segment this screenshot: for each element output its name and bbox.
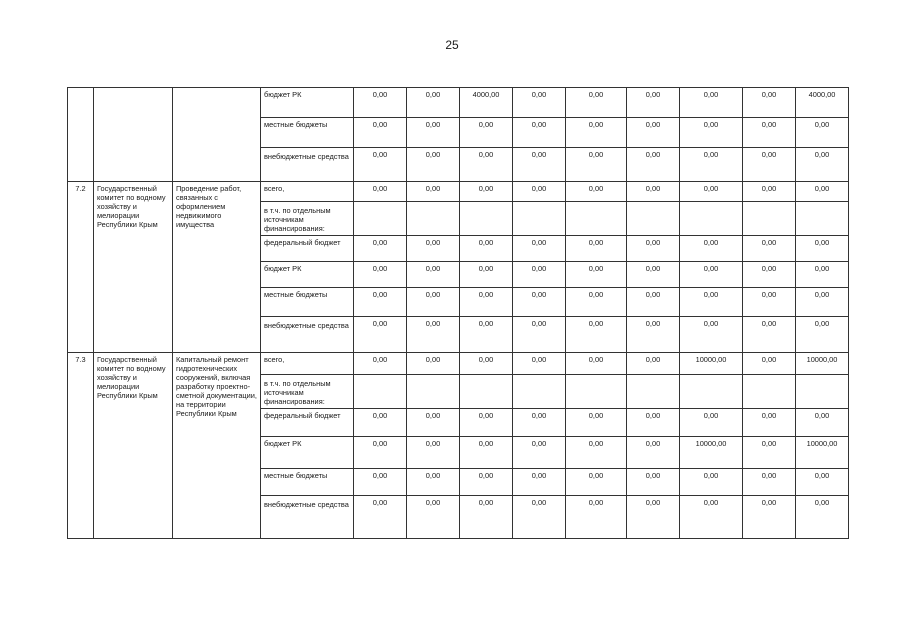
funding-value: 0,00 — [627, 88, 680, 118]
funding-value: 0,00 — [743, 236, 796, 262]
funding-value: 0,00 — [354, 288, 407, 317]
funding-value — [513, 202, 566, 236]
funding-value: 0,00 — [743, 496, 796, 539]
funding-value: 0,00 — [796, 409, 849, 437]
funding-value: 0,00 — [354, 353, 407, 375]
funding-value: 0,00 — [680, 496, 743, 539]
funding-source: всего, — [261, 353, 354, 375]
funding-value: 0,00 — [407, 353, 460, 375]
row-number — [68, 88, 94, 182]
funding-value: 0,00 — [566, 236, 627, 262]
funding-value: 0,00 — [743, 317, 796, 353]
funding-value: 0,00 — [460, 182, 513, 202]
funding-value: 0,00 — [513, 409, 566, 437]
funding-value: 0,00 — [627, 409, 680, 437]
funding-value: 0,00 — [407, 469, 460, 496]
funding-source: бюджет РК — [261, 262, 354, 288]
activity-name: Проведение работ, связанных с оформлением недвижимого имущества — [173, 182, 261, 353]
activity-name — [173, 88, 261, 182]
funding-value: 0,00 — [680, 88, 743, 118]
responsible-executor — [94, 88, 173, 182]
funding-value: 0,00 — [627, 262, 680, 288]
funding-value — [680, 202, 743, 236]
funding-value: 0,00 — [460, 469, 513, 496]
funding-value — [627, 202, 680, 236]
funding-value: 10000,00 — [680, 437, 743, 469]
funding-value: 0,00 — [513, 262, 566, 288]
funding-value: 0,00 — [796, 496, 849, 539]
funding-value: 4000,00 — [460, 88, 513, 118]
table-row — [68, 88, 849, 118]
table-row — [68, 182, 849, 202]
funding-value: 0,00 — [460, 118, 513, 148]
funding-value: 0,00 — [627, 118, 680, 148]
funding-value: 0,00 — [796, 469, 849, 496]
funding-value: 0,00 — [513, 236, 566, 262]
funding-value — [743, 375, 796, 409]
funding-source: всего, — [261, 182, 354, 202]
funding-value: 0,00 — [513, 288, 566, 317]
funding-value: 0,00 — [680, 317, 743, 353]
funding-value — [513, 375, 566, 409]
funding-value: 0,00 — [627, 469, 680, 496]
funding-value: 0,00 — [680, 262, 743, 288]
funding-value: 0,00 — [796, 317, 849, 353]
funding-value — [566, 202, 627, 236]
funding-value: 0,00 — [513, 469, 566, 496]
funding-value: 0,00 — [407, 262, 460, 288]
funding-value: 0,00 — [566, 496, 627, 539]
funding-value: 0,00 — [680, 469, 743, 496]
funding-source: федеральный бюджет — [261, 409, 354, 437]
funding-value: 0,00 — [566, 182, 627, 202]
funding-source: бюджет РК — [261, 88, 354, 118]
funding-value: 0,00 — [566, 469, 627, 496]
funding-value: 0,00 — [513, 496, 566, 539]
funding-value: 0,00 — [796, 118, 849, 148]
funding-source: внебюджетные средства — [261, 317, 354, 353]
funding-value: 0,00 — [513, 148, 566, 182]
funding-value: 0,00 — [354, 409, 407, 437]
funding-value: 4000,00 — [796, 88, 849, 118]
activity-name: Капитальный ремонт гидротехнических сооружений, включая разработку проектно-сметной документации, на территории Республики Крым — [173, 353, 261, 539]
funding-value: 0,00 — [627, 353, 680, 375]
funding-value: 0,00 — [354, 182, 407, 202]
funding-value: 0,00 — [513, 118, 566, 148]
funding-value: 0,00 — [407, 118, 460, 148]
funding-value: 0,00 — [743, 409, 796, 437]
funding-value: 0,00 — [407, 317, 460, 353]
funding-value: 0,00 — [627, 182, 680, 202]
funding-value — [460, 202, 513, 236]
funding-value: 0,00 — [354, 148, 407, 182]
funding-value: 0,00 — [460, 409, 513, 437]
funding-value: 0,00 — [407, 88, 460, 118]
funding-value: 0,00 — [460, 288, 513, 317]
funding-source: местные бюджеты — [261, 118, 354, 148]
funding-value: 0,00 — [680, 182, 743, 202]
funding-value: 0,00 — [680, 236, 743, 262]
funding-value: 0,00 — [407, 496, 460, 539]
funding-value: 0,00 — [354, 496, 407, 539]
funding-value: 0,00 — [680, 148, 743, 182]
funding-value: 0,00 — [513, 88, 566, 118]
funding-value: 0,00 — [627, 148, 680, 182]
funding-value: 0,00 — [513, 182, 566, 202]
funding-source: местные бюджеты — [261, 288, 354, 317]
funding-value: 0,00 — [796, 182, 849, 202]
funding-value: 0,00 — [460, 496, 513, 539]
funding-value: 0,00 — [566, 148, 627, 182]
page-number: 25 — [445, 38, 459, 52]
funding-value: 0,00 — [354, 262, 407, 288]
funding-value: 0,00 — [627, 288, 680, 317]
funding-value — [680, 375, 743, 409]
funding-value — [407, 202, 460, 236]
funding-value: 0,00 — [354, 88, 407, 118]
funding-value: 0,00 — [460, 236, 513, 262]
funding-value: 0,00 — [513, 317, 566, 353]
funding-value: 0,00 — [680, 118, 743, 148]
funding-value: 0,00 — [743, 288, 796, 317]
funding-value — [354, 202, 407, 236]
funding-value: 0,00 — [743, 118, 796, 148]
funding-value: 0,00 — [566, 353, 627, 375]
funding-source: бюджет РК — [261, 437, 354, 469]
funding-value: 0,00 — [566, 118, 627, 148]
responsible-executor: Государственный комитет по водному хозяйству и мелиорации Республики Крым — [94, 353, 173, 539]
funding-value: 0,00 — [680, 409, 743, 437]
funding-value: 0,00 — [513, 437, 566, 469]
funding-value: 0,00 — [743, 262, 796, 288]
table-row — [68, 353, 849, 375]
funding-value — [796, 202, 849, 236]
funding-value: 0,00 — [566, 288, 627, 317]
funding-value: 0,00 — [513, 353, 566, 375]
budget-table — [67, 87, 849, 539]
funding-value: 0,00 — [743, 469, 796, 496]
funding-value: 0,00 — [680, 288, 743, 317]
funding-value: 0,00 — [407, 409, 460, 437]
funding-value: 0,00 — [407, 236, 460, 262]
funding-value: 0,00 — [407, 182, 460, 202]
funding-value: 0,00 — [460, 262, 513, 288]
funding-value — [354, 375, 407, 409]
funding-value: 0,00 — [627, 236, 680, 262]
funding-value: 0,00 — [743, 182, 796, 202]
funding-value: 0,00 — [407, 437, 460, 469]
funding-value — [627, 375, 680, 409]
funding-value: 0,00 — [460, 353, 513, 375]
funding-value — [566, 375, 627, 409]
funding-value: 10000,00 — [796, 437, 849, 469]
funding-value: 0,00 — [796, 148, 849, 182]
funding-value: 0,00 — [743, 148, 796, 182]
funding-value: 0,00 — [796, 262, 849, 288]
funding-value: 0,00 — [407, 148, 460, 182]
funding-value — [407, 375, 460, 409]
responsible-executor: Государственный комитет по водному хозяйству и мелиорации Республики Крым — [94, 182, 173, 353]
funding-value: 10000,00 — [796, 353, 849, 375]
funding-value: 0,00 — [566, 437, 627, 469]
funding-value: 0,00 — [566, 88, 627, 118]
funding-value — [460, 375, 513, 409]
funding-value: 0,00 — [743, 353, 796, 375]
funding-value: 0,00 — [460, 148, 513, 182]
row-number: 7.2 — [68, 182, 94, 353]
funding-value: 10000,00 — [680, 353, 743, 375]
funding-value: 0,00 — [627, 496, 680, 539]
funding-value: 0,00 — [566, 262, 627, 288]
funding-value: 0,00 — [566, 409, 627, 437]
funding-value: 0,00 — [743, 437, 796, 469]
funding-value: 0,00 — [627, 437, 680, 469]
funding-value: 0,00 — [354, 437, 407, 469]
funding-source: в т.ч. по отдельным источникам финансирования: — [261, 375, 354, 409]
funding-value — [796, 375, 849, 409]
funding-value: 0,00 — [354, 469, 407, 496]
row-number: 7.3 — [68, 353, 94, 539]
funding-source: федеральный бюджет — [261, 236, 354, 262]
funding-value: 0,00 — [743, 88, 796, 118]
funding-value: 0,00 — [354, 236, 407, 262]
funding-value — [743, 202, 796, 236]
funding-source: внебюджетные средства — [261, 148, 354, 182]
funding-value: 0,00 — [566, 317, 627, 353]
funding-value: 0,00 — [407, 288, 460, 317]
funding-value: 0,00 — [627, 317, 680, 353]
funding-source: внебюджетные средства — [261, 496, 354, 539]
funding-value: 0,00 — [354, 118, 407, 148]
funding-source: местные бюджеты — [261, 469, 354, 496]
funding-value: 0,00 — [460, 437, 513, 469]
funding-source: в т.ч. по отдельным источникам финансирования: — [261, 202, 354, 236]
funding-value: 0,00 — [354, 317, 407, 353]
funding-value: 0,00 — [796, 288, 849, 317]
funding-value: 0,00 — [796, 236, 849, 262]
funding-value: 0,00 — [460, 317, 513, 353]
